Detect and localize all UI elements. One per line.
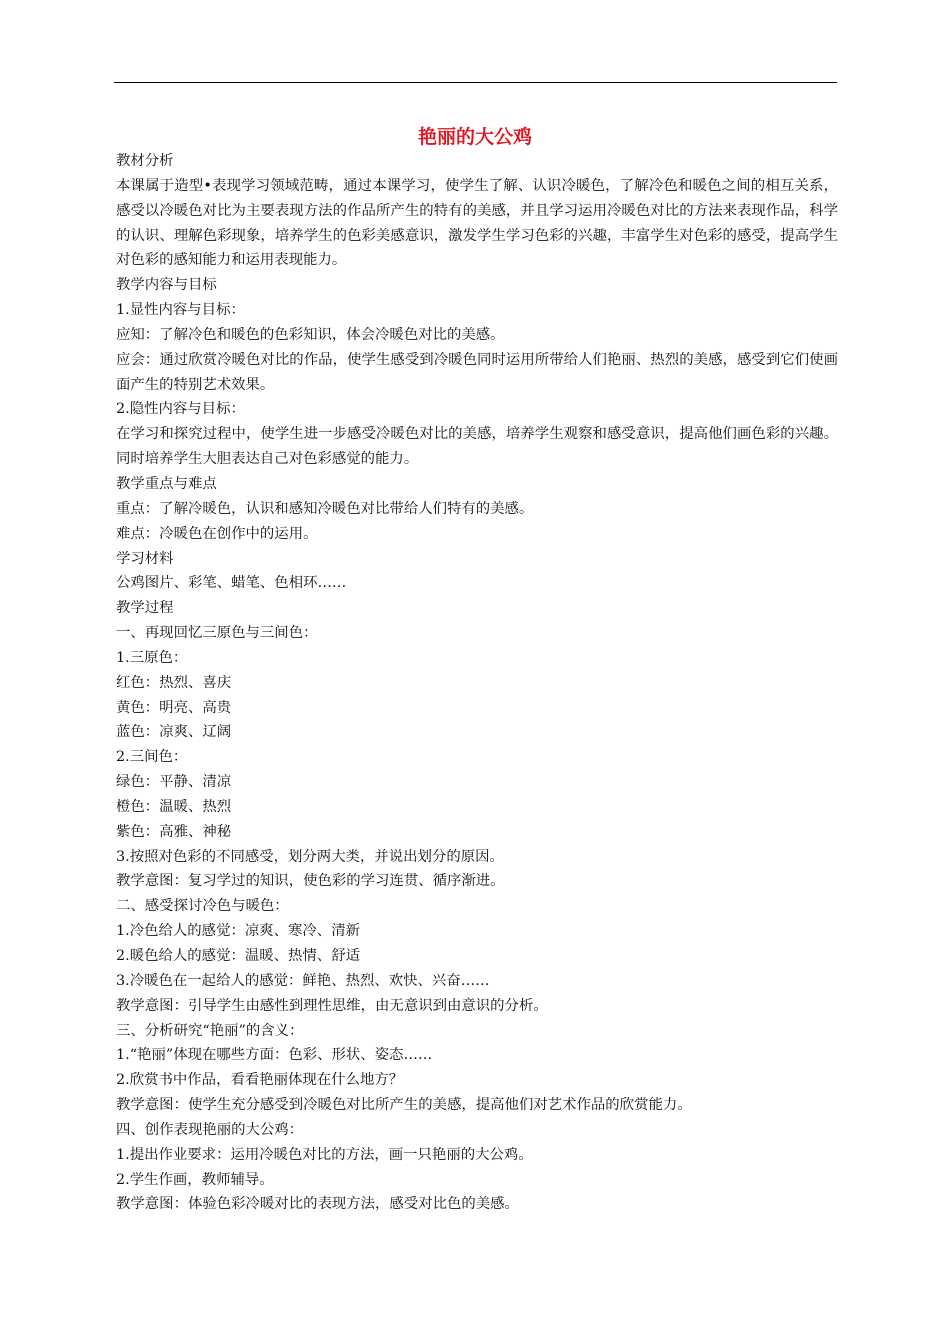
body-paragraph: 紫色：高雅、神秘 bbox=[116, 823, 232, 840]
body-paragraph: 本课属于造型•表现学习领域范畴，通过本课学习，使学生了解、认识冷暖色，了解冷色和暖色之间的相互关系，感受以冷暖色对比为主要表现方法的作品所产生的特有的美感，并且学习运用冷暖色对比的方法来表现作品，科学的认识、理解色彩现象，培养学生的色彩美感意识，激发学生学习色彩的兴趣，丰富学生对色彩的感受，提高学生对色彩的感知能力和运用表现能力。 bbox=[116, 177, 838, 269]
body-paragraph: 红色：热烈、喜庆 bbox=[116, 674, 232, 691]
body-paragraph: 教学意图：体验色彩冷暖对比的表现方法，感受对比色的美感。 bbox=[116, 1196, 519, 1213]
body-paragraph: 四、创作表现艳丽的大公鸡： bbox=[116, 1121, 304, 1138]
body-paragraph: 黄色：明亮、高贵 bbox=[116, 699, 232, 716]
body-paragraph: 教学过程 bbox=[116, 600, 174, 617]
body-paragraph: 教学内容与目标 bbox=[116, 277, 217, 294]
body-paragraph: 教学意图：使学生充分感受到冷暖色对比所产生的美感，提高他们对艺术作品的欣赏能力。 bbox=[116, 1097, 692, 1114]
body-paragraph: 2.三间色： bbox=[116, 749, 188, 766]
body-paragraph: 1.显性内容与目标： bbox=[116, 302, 245, 319]
body-paragraph: 1.三原色： bbox=[116, 649, 188, 666]
body-paragraph: 3.按照对色彩的不同感受，划分两大类，并说出划分的原因。 bbox=[116, 848, 504, 865]
body-paragraph: 难点：冷暖色在创作中的运用。 bbox=[116, 525, 318, 542]
document-title: 艳丽的大公鸡 bbox=[417, 126, 532, 148]
body-paragraph: 教学重点与难点 bbox=[116, 475, 217, 492]
body-paragraph: 教学意图：复习学过的知识，使色彩的学习连贯、循序渐进。 bbox=[116, 873, 505, 890]
body-paragraph: 公鸡图片、彩笔、蜡笔、色相环…… bbox=[116, 575, 347, 592]
body-paragraph: 教学意图：引导学生由感性到理性思维，由无意识到由意识的分析。 bbox=[116, 997, 548, 1014]
body-paragraph: 2.欣赏书中作品，看看艳丽体现在什么地方？ bbox=[116, 1072, 404, 1089]
body-paragraph: 在学习和探究过程中，使学生进一步感受冷暖色对比的美感，培养学生观察和感受意识，提高他们画色彩的兴趣。同时培养学生大胆表达自己对色彩感觉的能力。 bbox=[116, 426, 838, 468]
body-paragraph: 1.“艳丽”体现在哪些方面：色彩、形状、姿态…… bbox=[116, 1047, 433, 1064]
body-paragraph: 绿色：平静、清凉 bbox=[116, 774, 232, 791]
body-paragraph: 2.学生作画，教师辅导。 bbox=[116, 1171, 274, 1188]
body-paragraph: 二、感受探讨冷色与暖色： bbox=[116, 898, 289, 915]
body-paragraph: 三、分析研究“艳丽”的含义： bbox=[116, 1022, 304, 1039]
body-paragraph: 学习材料 bbox=[116, 550, 174, 567]
body-paragraph: 教材分析 bbox=[116, 153, 174, 169]
document-body bbox=[116, 149, 838, 1217]
header-rule bbox=[114, 82, 837, 83]
body-paragraph: 橙色：温暖、热烈 bbox=[116, 798, 232, 815]
body-paragraph: 1.冷色给人的感觉：凉爽、寒冷、清新 bbox=[116, 923, 360, 940]
body-paragraph: 2.隐性内容与目标： bbox=[116, 401, 245, 418]
body-paragraph: 应会：通过欣赏冷暖色对比的作品，使学生感受到冷暖色同时运用所带给人们艳丽、热烈的美感，感受到它们使画面产生的特别艺术效果。 bbox=[116, 351, 838, 393]
body-paragraph: 2.暖色给人的感觉：温暖、热情、舒适 bbox=[116, 948, 360, 964]
body-paragraph: 一、再现回忆三原色与三间色： bbox=[116, 625, 318, 642]
body-paragraph: 蓝色：凉爽、辽阔 bbox=[116, 724, 232, 741]
body-paragraph: 重点：了解冷暖色，认识和感知冷暖色对比带给人们特有的美感。 bbox=[116, 500, 534, 517]
body-paragraph: 1.提出作业要求：运用冷暖色对比的方法，画一只艳丽的大公鸡。 bbox=[116, 1146, 533, 1163]
body-paragraph: 应知：了解冷色和暖色的色彩知识，体会冷暖色对比的美感。 bbox=[116, 326, 505, 343]
body-paragraph: 3.冷暖色在一起给人的感觉：鲜艳、热烈、欢快、兴奋…… bbox=[116, 972, 490, 989]
